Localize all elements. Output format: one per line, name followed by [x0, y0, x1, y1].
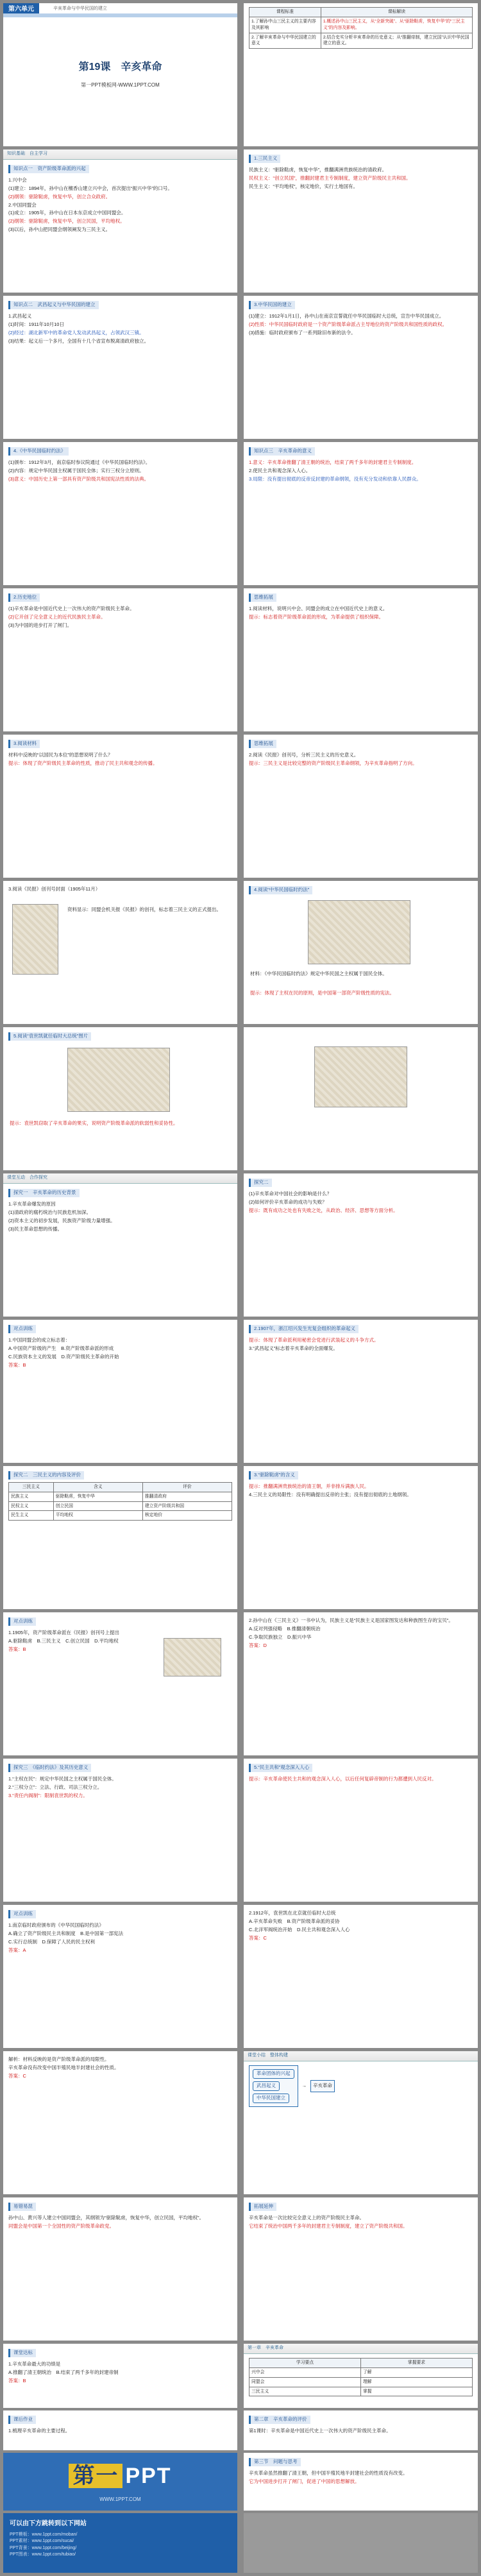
answer-text: 答案：C [8, 2072, 26, 2079]
section-title: 第三节 问题与思考 [249, 2458, 301, 2466]
text-line: 2.中国同盟会 [8, 201, 37, 208]
text-line: C.民族资本主义的发展 D.资产阶级民主革命的开始 [8, 1353, 119, 1360]
slide-knowledge1 [3, 149, 237, 293]
col-header: 掌握要求 [361, 2358, 473, 2368]
text-line: A.推翻了清王朝统治 B.结束了两千多年的封建帝制 [8, 2369, 119, 2375]
slide-roc [244, 296, 478, 439]
table-cell: 平均地权 [53, 1511, 142, 1521]
diagram-node [310, 2080, 335, 2092]
slide-sanmin [244, 149, 478, 293]
slide-drill1b [244, 1320, 478, 1463]
table-cell: 掌握 [361, 2387, 473, 2396]
text-line: A.驱除鞑虏 B.三民主义 C.创立民国 D.平均地权 [8, 1637, 119, 1644]
section-title: 课堂达标 [8, 2349, 36, 2357]
text-line: 1.意义：辛亥革命推翻了清王朝的统治，结束了两千多年的封建君主专制制度。 [249, 459, 417, 465]
text-line: (1)建立：1912年1月1日，孙中山在南京宣誓就任中华民国临时大总统，宣告中华民国成立。 [249, 312, 444, 319]
table-cell: 民生主义 [9, 1511, 54, 1521]
diagram-label: 中华民国建立 [253, 2094, 289, 2103]
text-line: 1.武昌起义 [8, 312, 32, 319]
sanmin-table [8, 1482, 232, 1521]
text-line: 资料显示：同盟会机关报《民报》的创刊，标志着三民主义的正式提出。 [67, 907, 221, 912]
slide-header: 知识基础 自主学习 [3, 149, 237, 160]
diagram-label: 辛亥革命 [313, 2082, 332, 2088]
text-line: 4.三民主义的局限性：没有明确提出反帝的主张；没有提出彻底的土地纲领。 [249, 1491, 412, 1497]
col-header: 评价 [142, 1482, 232, 1492]
col-header: 课标解读 [321, 8, 472, 17]
logo-slide [3, 2453, 237, 2511]
table-cell: 1.了解孙中山三民主义的主要内容及其影响 [249, 17, 321, 33]
text-line: A.反对列强侵略 B.推翻清朝统治 [249, 1625, 321, 1632]
answer-text: 答案：D [249, 1642, 267, 1648]
answer-text: 答案：B [8, 2377, 26, 2384]
footer-link[interactable]: PPT模板：www.1ppt.com/moban/ [10, 2532, 78, 2537]
slide-question [244, 2453, 478, 2511]
text-line: (1)建立：1894年，孙中山在檀香山建立兴中会，首次提出“振兴中华”的口号。 [8, 185, 173, 191]
text-line: 2.使民主共和观念深入人心。 [249, 467, 311, 473]
diagram-node [249, 2065, 298, 2107]
text-line: (2)纲领：驱除鞑虏，恢复中华，创立民国，平均地权。 [8, 218, 125, 225]
text-line: (1)辛亥革命是中国近代史上一次伟大的资产阶级民主革命。 [8, 605, 135, 611]
text-line: 2.“三权分立”：立法、行政、司法三权分立。 [8, 1784, 103, 1790]
slide-drill3 [3, 1905, 237, 2048]
section-title: 4.阅读“中华民国临时约法” [249, 886, 312, 894]
slide-errors [3, 2197, 237, 2341]
text-line: (3)以后，孙中山把同盟会纲领阐发为三民主义。 [8, 226, 111, 233]
text-line: 提示：体现了革命派利用秘密会党进行武装起义的斗争方式。 [249, 1336, 379, 1343]
section-title: 课后作业 [8, 2416, 36, 2424]
section-title: 3.阅读材料 [8, 740, 40, 748]
text-line: 3.“武昌起义”标志着辛亥革命的全面爆发。 [249, 1345, 338, 1351]
footer-slide [3, 2513, 237, 2573]
text-line: 它为中国进步打开了闸门，促进了中国的思想解放。 [249, 2478, 360, 2484]
slide-explore2b [244, 1466, 478, 1609]
slide-table [244, 2344, 478, 2408]
text-line: 民生主义：“平均地权”，核定地价，实行土地国有。 [249, 183, 358, 189]
section-title: 探究三 《临时约法》及其历史意义 [8, 1764, 91, 1772]
text-line: (3)为中国的进步打开了闸门。 [8, 622, 72, 628]
slide-yuefa [3, 442, 237, 585]
col-header: 课程标准 [249, 8, 321, 17]
slide-wuchang [3, 296, 237, 439]
slide-header: 课堂小结 整体构建 [244, 2051, 478, 2061]
arrow-icon: → [301, 2082, 307, 2088]
slide-think1 [244, 588, 478, 731]
text-line: 第1课时：辛亥革命是中国近代史上一次伟大的资产阶级民主革命。 [249, 2427, 391, 2434]
section-title: 3.中华民国的建立 [249, 301, 295, 309]
text-line: 3.局限：没有提出彻底的反帝反封建的革命纲领，没有充分发动和依靠人民群众。 [249, 475, 421, 482]
section-title: 知识点三 辛亥革命的意义 [249, 447, 315, 456]
site-name: 第一PPT模板网-WWW.1PPT.COM [81, 82, 160, 88]
slide-target [3, 2344, 237, 2408]
table-cell: 核定地价 [142, 1511, 232, 1521]
brand-logo [69, 2461, 171, 2492]
section-title: 思维拓展 [249, 740, 276, 748]
text-line: (2)纲领：驱除鞑虏，恢复中华，创立合众政府。 [8, 193, 111, 200]
section-title: 5.“民主共和”观念深入人心 [249, 1764, 312, 1772]
section-title: 4.《中华民国临时约法》 [8, 447, 69, 456]
section-title: 2.历史地位 [8, 593, 40, 602]
table-cell: 三民主义 [249, 2387, 361, 2396]
brand-part1: 第一 [69, 2464, 122, 2488]
section-title: 3.“驱除鞑虏”的含义 [249, 1471, 298, 1480]
text-line: 1.兴中会 [8, 176, 27, 183]
text-line: (3)民主革命思想的传播。 [8, 1225, 63, 1232]
table-cell: 兴中会 [249, 2367, 361, 2377]
col-header: 三民主义 [9, 1482, 54, 1492]
text-line: 提示：三民主义是比较完整的资产阶级民主革命纲领，为辛亥革命指明了方向。 [249, 760, 418, 766]
table-cell: 驱除鞑虏，恢复中华 [53, 1492, 142, 1501]
unit-badge: 第六单元 [3, 3, 39, 17]
section-title: 探究二 [249, 1179, 272, 1187]
text-line: 同盟会是中国第一个全国性的资产阶级革命政党。 [8, 2222, 114, 2229]
slide-homework [3, 2410, 237, 2450]
text-line: 提示：袁世凯窃取了辛亥革命的果实，说明资产阶级革命派的软弱性和妥协性。 [10, 1120, 178, 1126]
text-line: (1)颁布：1912年3月，南京临时参议院通过《中华民国临时约法》。 [8, 459, 151, 465]
footer-title: 可以由下方跳转到以下网站 [10, 2520, 87, 2527]
col-header: 学习要点 [249, 2358, 361, 2368]
section-title: 探究二 三民主义的内容及评价 [8, 1471, 84, 1480]
text-line: C.实行总统制 D.保障了人民的民主权利 [8, 1938, 95, 1945]
table-cell: 推翻清政府 [142, 1492, 232, 1501]
slide-minbao [3, 881, 237, 1024]
table-cell: 1.概述孙中山三民主义，从“全新突破”、从“驱除鞑虏，恢复中华”的“三民主义”的内容及影响。 [321, 17, 472, 33]
slide-yuefa-doc [244, 881, 478, 1024]
title-slide [3, 3, 237, 146]
text-line: C.北洋军阀统治开始 D.民主共和观念深入人心 [249, 1926, 350, 1932]
text-line: 1.中国同盟会的成立标志着： [8, 1336, 71, 1343]
photo-image [67, 1048, 170, 1112]
section-title: 第二章 辛亥革命的评价 [249, 2416, 310, 2424]
slide-drill2b [244, 1612, 478, 1755]
text-line: (1)清政府的腐朽统治与民族危机加深。 [8, 1209, 92, 1215]
text-line: 1.南京临时政府颁布的《中华民国临时约法》 [8, 1922, 104, 1928]
text-line: (2)性质：中华民国临时政府是一个资产阶级革命派占主导地位的资产阶级共和国性质的政权。 [249, 321, 448, 327]
section-title: 1.三民主义 [249, 155, 280, 163]
slide-header: 课堂互动 合作探究 [3, 1173, 237, 1184]
text-line: 1.“主权在民”：规定中华民国之主权属于国民全体。 [8, 1775, 117, 1782]
slide-think2 [244, 735, 478, 878]
lesson-title: 第19课 辛亥革命 [78, 62, 162, 73]
text-line: 3.阅读《民报》创刊号封面（1905年11月） [8, 886, 101, 892]
document-image [308, 900, 410, 964]
table-cell: 民权主义 [9, 1501, 54, 1511]
slide-blank-photo [244, 1027, 478, 1170]
text-line: 民族主义：“驱除鞑虏，恢复中华”，推翻满洲贵族统治的清政府。 [249, 166, 387, 173]
text-line: 3.“责任内阁制”：限制袁世凯的权力。 [8, 1792, 88, 1798]
text-line: 提示：推翻满洲贵族统治的清王朝，并非排斥满族人民。 [249, 1483, 369, 1489]
text-line: (2)它开创了完全意义上的近代民族民主革命。 [8, 613, 106, 620]
text-line: 1.辛亥革命爆发的原因 [8, 1200, 56, 1207]
text-line: (1)辛亥革命对中国社会的影响是什么？ [249, 1190, 332, 1197]
slide-drill3b [244, 1905, 478, 2048]
text-line: 2.1912年，袁世凯在北京就任临时大总统 [249, 1910, 336, 1916]
text-line: 孙中山、黄兴等人建立中国同盟会，其纲领为“驱除鞑虏，恢复中华，创立民国，平均地权”。 [8, 2214, 204, 2221]
table-cell: 理解 [361, 2377, 473, 2387]
footer-link[interactable]: PPT背景：www.1ppt.com/beijing/ [10, 2545, 77, 2550]
brand-url: WWW.1PPT.COM [99, 2496, 141, 2502]
diagram-label: 革命团体的兴起 [253, 2069, 294, 2079]
brand-part2: PPT [125, 2463, 172, 2488]
text-line: 1.1905年，资产阶级革命派在《民报》创刊号上提出 [8, 1629, 119, 1635]
text-line: A.中国资产阶级的产生 B.资产阶级革命派的形成 [8, 1345, 114, 1351]
text-line: 材料：《中华民国临时约法》规定中华民国之主权属于国民全体。 [250, 971, 387, 977]
section-title: 思维拓展 [249, 593, 276, 602]
text-line: 2.孙中山在《三民主义》一书中认为，民族主义是“民族主义是国家图发达和种族图生存的宝贝”。 [249, 1617, 453, 1623]
minbao-cover-image [12, 904, 58, 975]
section-title: 5.阅读“袁世凯就任临时大总统”图片 [8, 1032, 91, 1041]
answer-text: 答案：B [8, 1646, 26, 1652]
text-line: 辛亥革命虽然推翻了清王朝，但中国半殖民地半封建社会的性质没有改变。 [249, 2469, 408, 2476]
text-line: 民权主义：“创立民国”，推翻封建君主专制制度，建立资产阶级民主共和国。 [249, 175, 411, 181]
table-cell: 同盟会 [249, 2377, 361, 2387]
section-title: 知识点一 资产阶级革命派的兴起 [8, 165, 89, 173]
section-title: 对点训练 [8, 1910, 36, 1918]
slide-explore3 [3, 1759, 237, 1902]
slide-material [3, 735, 237, 878]
slide-explore1 [3, 1173, 237, 1317]
summary-diagram [249, 2065, 473, 2107]
slide-meaning [244, 442, 478, 585]
text-line: 辛亥革命没有改变中国半殖民地半封建社会的性质。 [8, 2064, 119, 2070]
text-line: 2.阅读《民报》创刊号，分析三民主义的历史意义。 [249, 751, 359, 758]
answer-text: 答案：C [249, 1934, 267, 1941]
slide-extend [244, 2197, 478, 2341]
text-line: C.争取民族独立 D.振兴中华 [249, 1633, 312, 1640]
section-title: 易错易混 [8, 2203, 36, 2211]
text-line: 提示：辛亥革命使民主共和的观念深入人心，以后任何复辟帝制的行为都遭到人民反对。 [249, 1775, 437, 1782]
table-cell: 创立民国 [53, 1501, 142, 1511]
answer-text: 答案：B [8, 1361, 26, 1368]
photo-image [164, 1638, 221, 1676]
text-line: A.辛亥革命失败 B.资产阶级革命派的妥协 [249, 1918, 340, 1924]
slide-status [3, 588, 237, 731]
slide-yuan [3, 1027, 237, 1170]
text-line: (2)资本主义的初步发展，民族资产阶级力量增强。 [8, 1217, 115, 1224]
footer-link[interactable]: PPT素材：www.1ppt.com/sucai/ [10, 2539, 74, 2543]
slide-drill2 [3, 1612, 237, 1755]
slide-explore3b [244, 1759, 478, 1902]
footer-link[interactable]: PPT图表：www.1ppt.com/tubiao/ [10, 2552, 76, 2557]
slide-summary [244, 2051, 478, 2194]
slide-explore1b [244, 1173, 478, 1317]
text-line: 1.辛亥革命最大的功绩是 [8, 2360, 61, 2367]
curriculum-table [249, 7, 473, 49]
section-title: 探究一 辛亥革命的历史背景 [8, 1189, 80, 1197]
text-line: (3)措施：临时政府颁布了一系列除旧布新的法令。 [249, 329, 356, 336]
section-title: 对点训练 [8, 1617, 36, 1626]
text-line: 提示：标志着资产阶级革命派的形成，为革命提供了组织保障。 [249, 613, 384, 620]
answer-text: 答案：A [8, 1947, 26, 1953]
text-line: (2)内容：规定中华民国主权属于国民全体；实行三权分立原则。 [8, 467, 144, 473]
text-line: 提示：体现了资产阶级民主革命的性质，推动了民主共和观念的传播。 [8, 760, 158, 766]
photo-image [314, 1046, 407, 1107]
table-cell: 民族主义 [9, 1492, 54, 1501]
text-line: (1)时间：1911年10月10日 [8, 321, 64, 327]
text-line: A.确立了资产阶级民主共和制度 B.是中国第一部宪法 [8, 1930, 124, 1936]
text-line: (3)意义：中国历史上第一部具有资产阶级共和国宪法性质的法典。 [8, 475, 149, 482]
text-line: (3)结果：起义后一个多月，全国有十几个省宣布脱离清政府独立。 [8, 337, 149, 344]
text-line: 提示：既有成功之处也有失败之处，从政治、经济、思想等方面分析。 [249, 1207, 398, 1213]
table-cell: 建立资产阶级共和国 [142, 1501, 232, 1511]
col-header: 含义 [53, 1482, 142, 1492]
text-line: 它结束了统治中国两千多年的封建君主专制制度，建立了资产阶级共和国。 [249, 2222, 408, 2229]
section-title: 对点训练 [8, 1325, 36, 1333]
points-table [249, 2358, 473, 2396]
text-line: (1)成立：1905年，孙中山在日本东京成立中国同盟会。 [8, 210, 126, 216]
text-line: 材料中反映的“以国民为本位”的思想说明了什么？ [8, 751, 113, 758]
text-line: 解析：材料反映的是资产阶级革命派的局限性。 [8, 2056, 110, 2062]
slide-header: 第一章 辛亥革命 [244, 2344, 478, 2354]
slide-analysis [3, 2051, 237, 2194]
section-title: 拓展延伸 [249, 2203, 276, 2211]
slide-explore2 [3, 1466, 237, 1609]
table-cell: 了解 [361, 2367, 473, 2377]
diagram-label: 武昌起义 [253, 2081, 280, 2091]
text-line: (2)经过：湖北新军中的革命党人发动武昌起义，占领武汉三镇。 [8, 329, 144, 336]
title-band [3, 13, 237, 17]
section-title: 2.1907年，浙江绍兴发生光复会组织的革命起义 [249, 1325, 359, 1333]
table-cell: 2.了解辛亥革命与中华民国建立的意义 [249, 33, 321, 49]
text-line: (2)如何评价辛亥革命的成功与失败？ [249, 1198, 327, 1205]
slide-drill1 [3, 1320, 237, 1463]
unit-subtitle: 辛亥革命与中华民国的建立 [53, 6, 107, 11]
text-line: 1.阅读材料，说明兴中会、同盟会的成立在中国近代史上的意义。 [249, 605, 388, 611]
section-title: 知识点二 武昌起义与中华民国的建立 [8, 301, 99, 309]
blank-slot [244, 2513, 478, 2573]
slide-curriculum [244, 3, 478, 146]
text-line: 辛亥革命是一次比较完全意义上的资产阶级民主革命。 [249, 2214, 364, 2221]
slide-chapter2 [244, 2410, 478, 2450]
text-line: 1.梳理辛亥革命的主要过程。 [8, 2427, 71, 2434]
text-line: 提示：体现了主权在民的原则，是中国第一部资产阶级性质的宪法。 [250, 990, 394, 996]
table-cell: 2.结合史实分析辛亥革命的历史意义；从“推翻帝制，建立民国”认识中华民国建立的意义。 [321, 33, 472, 49]
